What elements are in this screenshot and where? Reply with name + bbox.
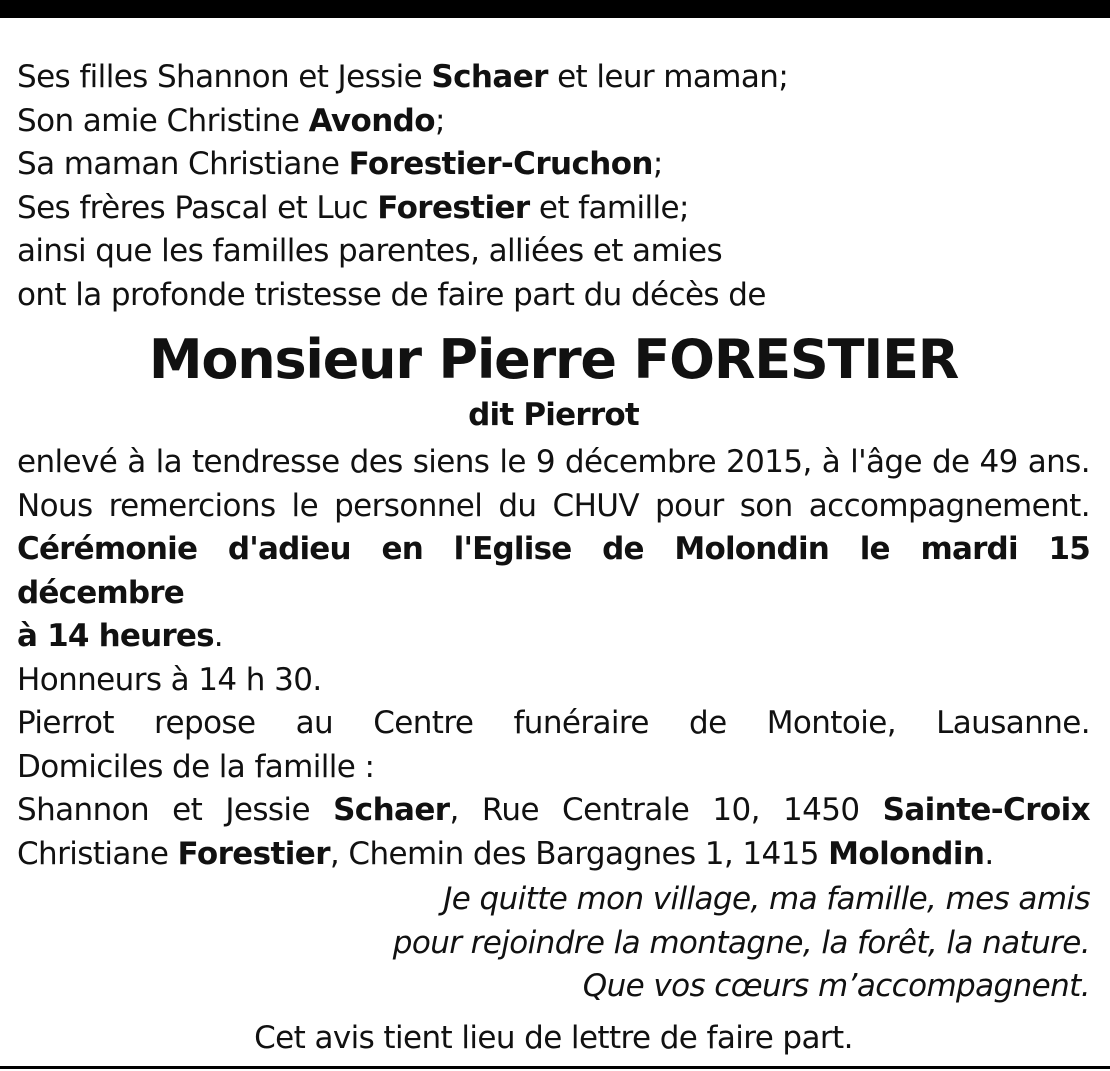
family-line-text: et famille;: [529, 189, 689, 226]
address-text: .: [984, 835, 994, 872]
address-line-2: [17, 833, 1090, 877]
poem-line-1: Je quitte mon village, ma famille, mes amis: [443, 881, 1090, 917]
honours-line: Honneurs à 14 h 30.: [17, 661, 322, 698]
address-town: Molondin: [828, 835, 985, 872]
poem-line-3: Que vos cœurs m’accompagnent.: [582, 968, 1090, 1004]
address-text: Shannon et Jessie: [17, 792, 334, 828]
obituary-notice: [17, 56, 1090, 1060]
family-line-text: ;: [434, 102, 445, 139]
family-line-relatives: ainsi que les familles parentes, alliées et amies: [17, 233, 723, 269]
poem-line-2: pour rejoindre la montagne, la forêt, la nature.: [392, 924, 1090, 961]
domicile-label: Domiciles de la famille :: [17, 748, 375, 785]
address-surname: Forestier: [177, 835, 330, 872]
top-border-rule: [0, 0, 1110, 18]
rest-place-line: Pierrot repose au Centre funéraire de Montoie, Lausanne.: [17, 705, 1090, 741]
address-text: Christiane: [17, 835, 178, 872]
ceremony-time: à 14 heures: [17, 618, 214, 654]
ceremony-line: Cérémonie d'adieu en l'Eglise de Molondin le mardi 15 décembre: [17, 531, 1090, 611]
family-line-text: Son amie Christine: [17, 102, 309, 139]
family-line-text: ;: [652, 146, 663, 182]
death-date-line: enlevé à la tendresse des siens le 9 décembre 2015, à l'âge de 49 ans.: [17, 444, 1090, 480]
address-surname: Schaer: [333, 792, 450, 828]
address-line-1: [17, 789, 1090, 833]
family-surname: Avondo: [308, 102, 435, 139]
ceremony-time-line: [17, 615, 1090, 659]
deceased-name: Monsieur Pierre FORESTIER: [148, 328, 959, 391]
thanks-line: Nous remercions le personnel du CHUV pour son accompagnement.: [17, 487, 1090, 524]
family-line-mother: [17, 143, 1090, 187]
ceremony-time-punctuation: .: [213, 618, 224, 654]
family-surname: Schaer: [431, 59, 548, 95]
address-text: , Rue Centrale 10, 1450: [449, 792, 883, 828]
poem: [17, 878, 1090, 1009]
family-line-text: Ses filles Shannon et Jessie: [17, 59, 432, 95]
deceased-nickname: dit Pierrot: [468, 397, 639, 433]
family-line-text: Ses frères Pascal et Luc: [17, 189, 378, 226]
family-line-daughters: [17, 56, 1090, 100]
family-surname: Forestier-Cruchon: [348, 146, 653, 182]
address-town: Sainte-Croix: [882, 792, 1091, 828]
closing-note: Cet avis tient lieu de lettre de faire part.: [254, 1019, 853, 1056]
bottom-border-rule: [0, 1066, 1110, 1069]
address-text: , Chemin des Bargagnes 1, 1415: [329, 835, 829, 872]
family-line-brothers: [17, 187, 1090, 231]
family-line-text: Sa maman Christiane: [17, 146, 349, 182]
announcement-line: ont la profonde tristesse de faire part du décès de: [17, 276, 766, 313]
family-line-friend: [17, 100, 1090, 144]
family-surname: Forestier: [377, 189, 530, 226]
family-line-text: et leur maman;: [547, 59, 789, 95]
